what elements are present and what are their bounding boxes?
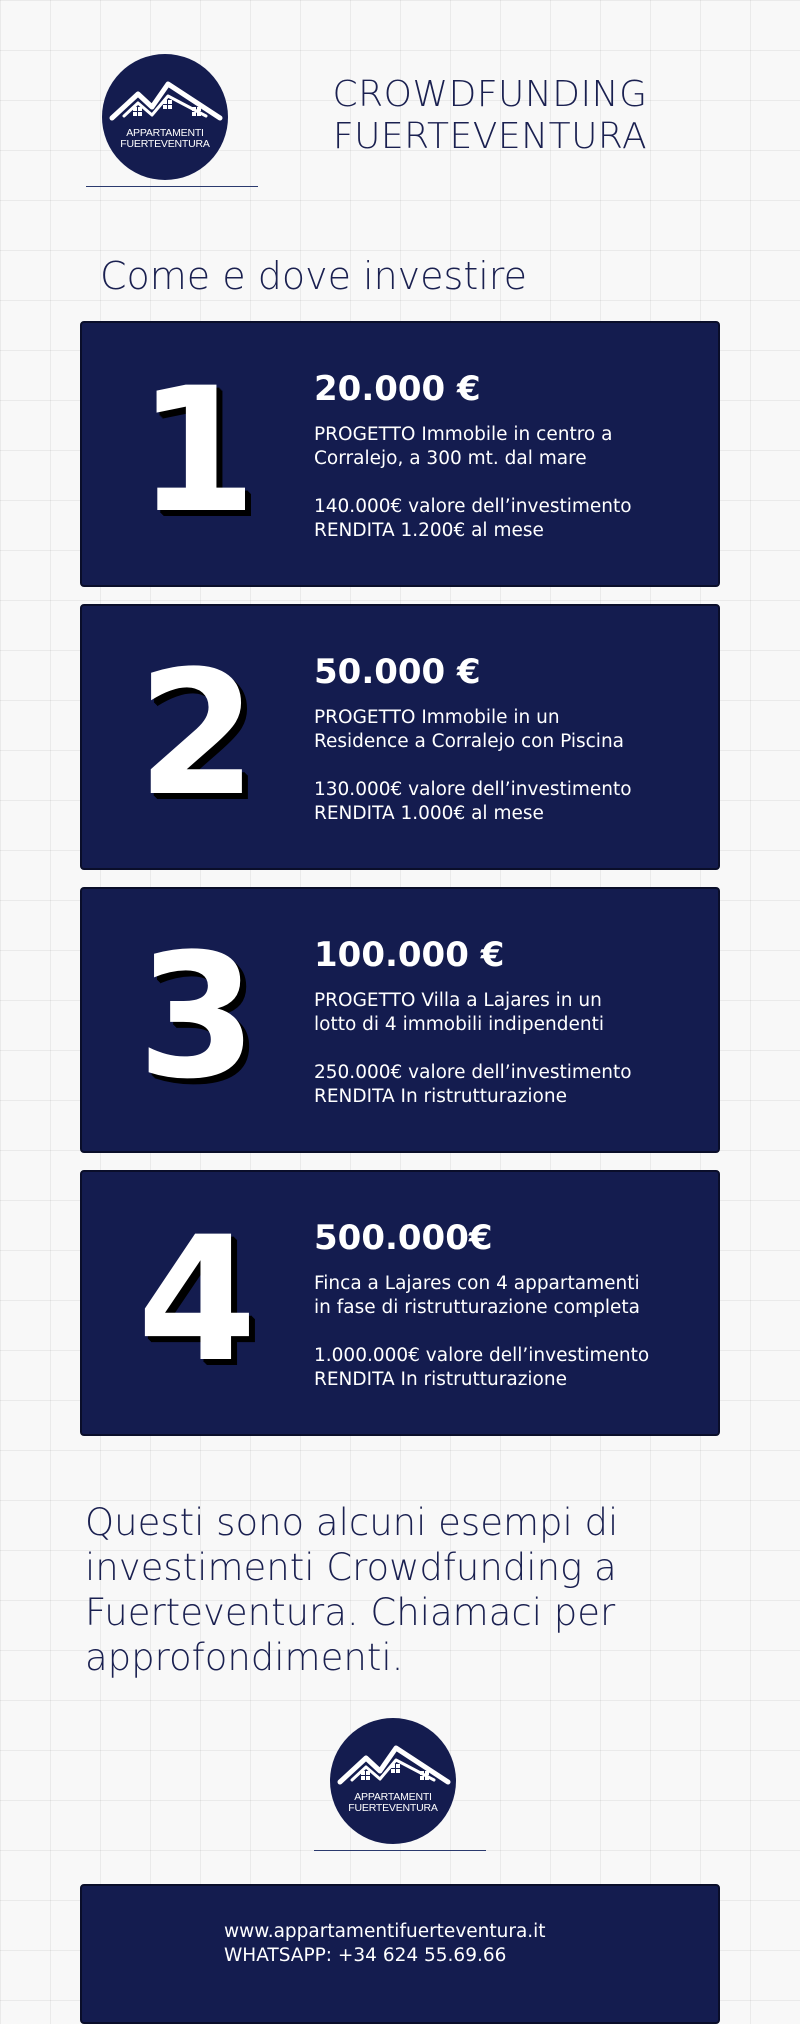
card-description-line-1: PROGETTO Immobile in un bbox=[314, 707, 560, 728]
card-description-line-1: PROGETTO Immobile in centro a bbox=[314, 424, 613, 445]
footer-divider bbox=[314, 1850, 486, 1851]
logo-line-2: FUERTEVENTURA bbox=[120, 138, 210, 150]
card-value bbox=[314, 495, 694, 543]
card-description-line-2: lotto di 4 immobili indipendenti bbox=[314, 1014, 604, 1035]
page-title bbox=[290, 74, 690, 158]
card-description bbox=[314, 706, 694, 754]
card-value bbox=[314, 778, 694, 826]
card-description bbox=[314, 1272, 694, 1320]
closing-message bbox=[85, 1500, 725, 1680]
card-amount: 50.000 € bbox=[314, 652, 481, 692]
card-value bbox=[314, 1061, 694, 1109]
section-title: Come e dove investire bbox=[100, 254, 527, 298]
closing-line-4: approfondimenti. bbox=[85, 1636, 404, 1679]
card-value-line-1: 130.000€ valore dell’investimento bbox=[314, 779, 632, 800]
card-description bbox=[314, 423, 694, 471]
card-income-line: RENDITA 1.200€ al mese bbox=[314, 520, 544, 541]
logo-line-1: APPARTAMENTI bbox=[126, 127, 204, 139]
card-value bbox=[314, 1344, 694, 1392]
card-description-line-1: PROGETTO Villa a Lajares in un bbox=[314, 990, 602, 1011]
card-description-line-2: in fase di ristrutturazione completa bbox=[314, 1297, 640, 1318]
card-number: 1 bbox=[137, 350, 257, 551]
closing-line-3: Fuerteventura. Chiamaci per bbox=[85, 1591, 616, 1634]
card-income-line: RENDITA In ristrutturazione bbox=[314, 1086, 567, 1107]
page-title-line-1: CROWDFUNDING bbox=[332, 74, 648, 115]
card-description-line-1: Finca a Lajares con 4 appartamenti bbox=[314, 1273, 640, 1294]
investment-card-1 bbox=[80, 321, 720, 587]
closing-line-1: Questi sono alcuni esempi di bbox=[85, 1501, 619, 1544]
house-roof-icon bbox=[330, 1718, 456, 1844]
card-number: 4 bbox=[137, 1199, 257, 1400]
house-roof-icon bbox=[102, 54, 228, 180]
card-description-line-2: Corralejo, a 300 mt. dal mare bbox=[314, 448, 587, 469]
card-amount: 500.000€ bbox=[314, 1218, 493, 1258]
card-value-line-1: 250.000€ valore dell’investimento bbox=[314, 1062, 632, 1083]
card-description bbox=[314, 989, 694, 1037]
logo-text bbox=[102, 128, 228, 150]
website-link[interactable]: www.appartamentifuerteventura.it bbox=[224, 1921, 546, 1942]
card-amount: 20.000 € bbox=[314, 369, 481, 409]
card-number: 3 bbox=[137, 916, 257, 1117]
page-title-line-2: FUERTEVENTURA bbox=[332, 116, 648, 157]
investment-card-3 bbox=[80, 887, 720, 1153]
investment-card-2 bbox=[80, 604, 720, 870]
brand-logo bbox=[102, 54, 228, 180]
logo-line-1: APPARTAMENTI bbox=[354, 1791, 432, 1803]
card-income-line: RENDITA In ristrutturazione bbox=[314, 1369, 567, 1390]
logo-line-2: FUERTEVENTURA bbox=[348, 1802, 438, 1814]
card-value-line-1: 1.000.000€ valore dell’investimento bbox=[314, 1345, 650, 1366]
card-value-line-1: 140.000€ valore dell’investimento bbox=[314, 496, 632, 517]
card-amount: 100.000 € bbox=[314, 935, 505, 975]
contact-footer bbox=[80, 1884, 720, 2024]
header-divider bbox=[86, 186, 258, 187]
logo-text bbox=[330, 1792, 456, 1814]
card-number: 2 bbox=[137, 633, 257, 834]
investment-card-4 bbox=[80, 1170, 720, 1436]
whatsapp-contact[interactable]: WHATSAPP: +34 624 55.69.66 bbox=[224, 1945, 507, 1966]
card-description-line-2: Residence a Corralejo con Piscina bbox=[314, 731, 625, 752]
closing-line-2: investimenti Crowdfunding a bbox=[85, 1546, 617, 1589]
card-income-line: RENDITA 1.000€ al mese bbox=[314, 803, 544, 824]
brand-logo-footer bbox=[330, 1718, 456, 1844]
